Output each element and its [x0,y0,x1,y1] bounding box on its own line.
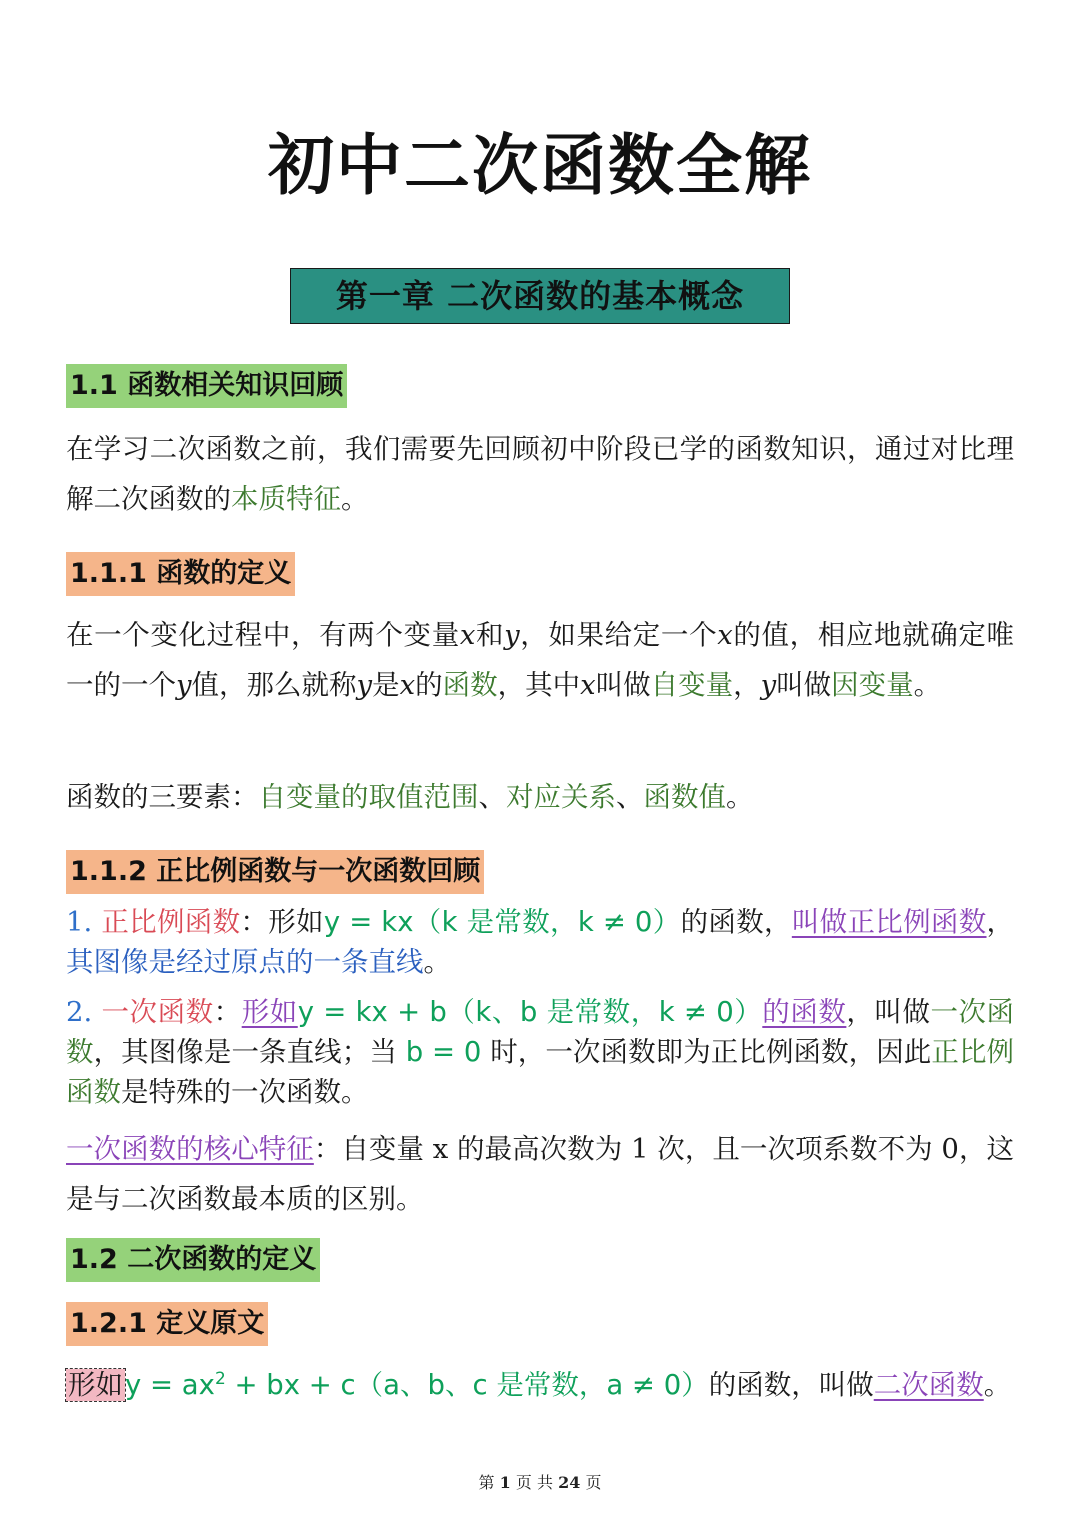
linear-core-feature: 一次函数的核心特征：自变量 x 的最高次数为 1 次，且一次项系数不为 0，这是与二次函数最本质的区别。 [66,1133,1014,1215]
formula-linear: y = kx + b（k、b 是常数，k ≠ 0） [297,996,763,1028]
section-heading-1-1: 1.1 函数相关知识回顾 [66,364,347,408]
section-1-1-intro: 在学习二次函数之前，我们需要先回顾初中阶段已学的函数知识，通过对比理解二次函数的本质特征。 [66,433,1014,515]
page-number: 1 [499,1473,511,1492]
term-quadratic-function: 二次函数 [873,1369,984,1402]
formula-quadratic: $y = ax^2$ + bx + c（a、b、c 是常数，a ≠ 0） [125,1369,709,1402]
term-independent-variable: 自变量 [650,669,734,701]
boxed-term: 形如 [68,1369,123,1402]
formula-proportional: y = kx（k 是常数，k ≠ 0） [323,906,681,938]
section-heading-1-2: 1.2 二次函数的定义 [66,1238,320,1282]
page-total: 24 [558,1473,581,1492]
document-title: 初中二次函数全解 [268,127,812,204]
three-elements: 函数的三要素：自变量的取值范围、对应关系、函数值。 [66,781,754,813]
list-item-linear-function: 2. 一次函数：形如y = kx + b（k、b 是常数，k ≠ 0）的函数，叫做一次函数，其图像是一条直线；当 b = 0 时，一次函数即为正比例函数，因此正比例函数是特殊的一次函数。 [66,996,1015,1108]
list-item-proportional-function: 1. 正比例函数：形如y = kx（k 是常数，k ≠ 0）的函数，叫做正比例函数，其图像是经过原点的一条直线。 [66,906,1015,978]
chapter-title: 第一章 二次函数的基本概念 [290,268,790,324]
page-footer: 第 1 页 共 24 页 [478,1473,602,1492]
term-dependent-variable: 因变量 [831,669,914,701]
section-heading-1-1-2: 1.1.2 正比例函数与一次函数回顾 [66,850,484,894]
quadratic-definition: 形如$y = ax^2$ + bx + c（a、b、c 是常数，a ≠ 0）的函数，叫做二次函数。 [68,1369,1012,1402]
section-heading-1-2-1: 1.2.1 定义原文 [66,1302,268,1346]
function-definition: 在一个变化过程中，有两个变量x和y，如果给定一个x的值，相应地就确定唯一的一个y值，那么就称y是x的函数，其中x叫做自变量，y叫做因变量。 [66,619,1015,701]
term-function: 函数 [442,669,498,701]
section-heading-1-1-1: 1.1.1 函数的定义 [66,552,295,596]
highlight-essence: 本质特征 [231,483,341,515]
